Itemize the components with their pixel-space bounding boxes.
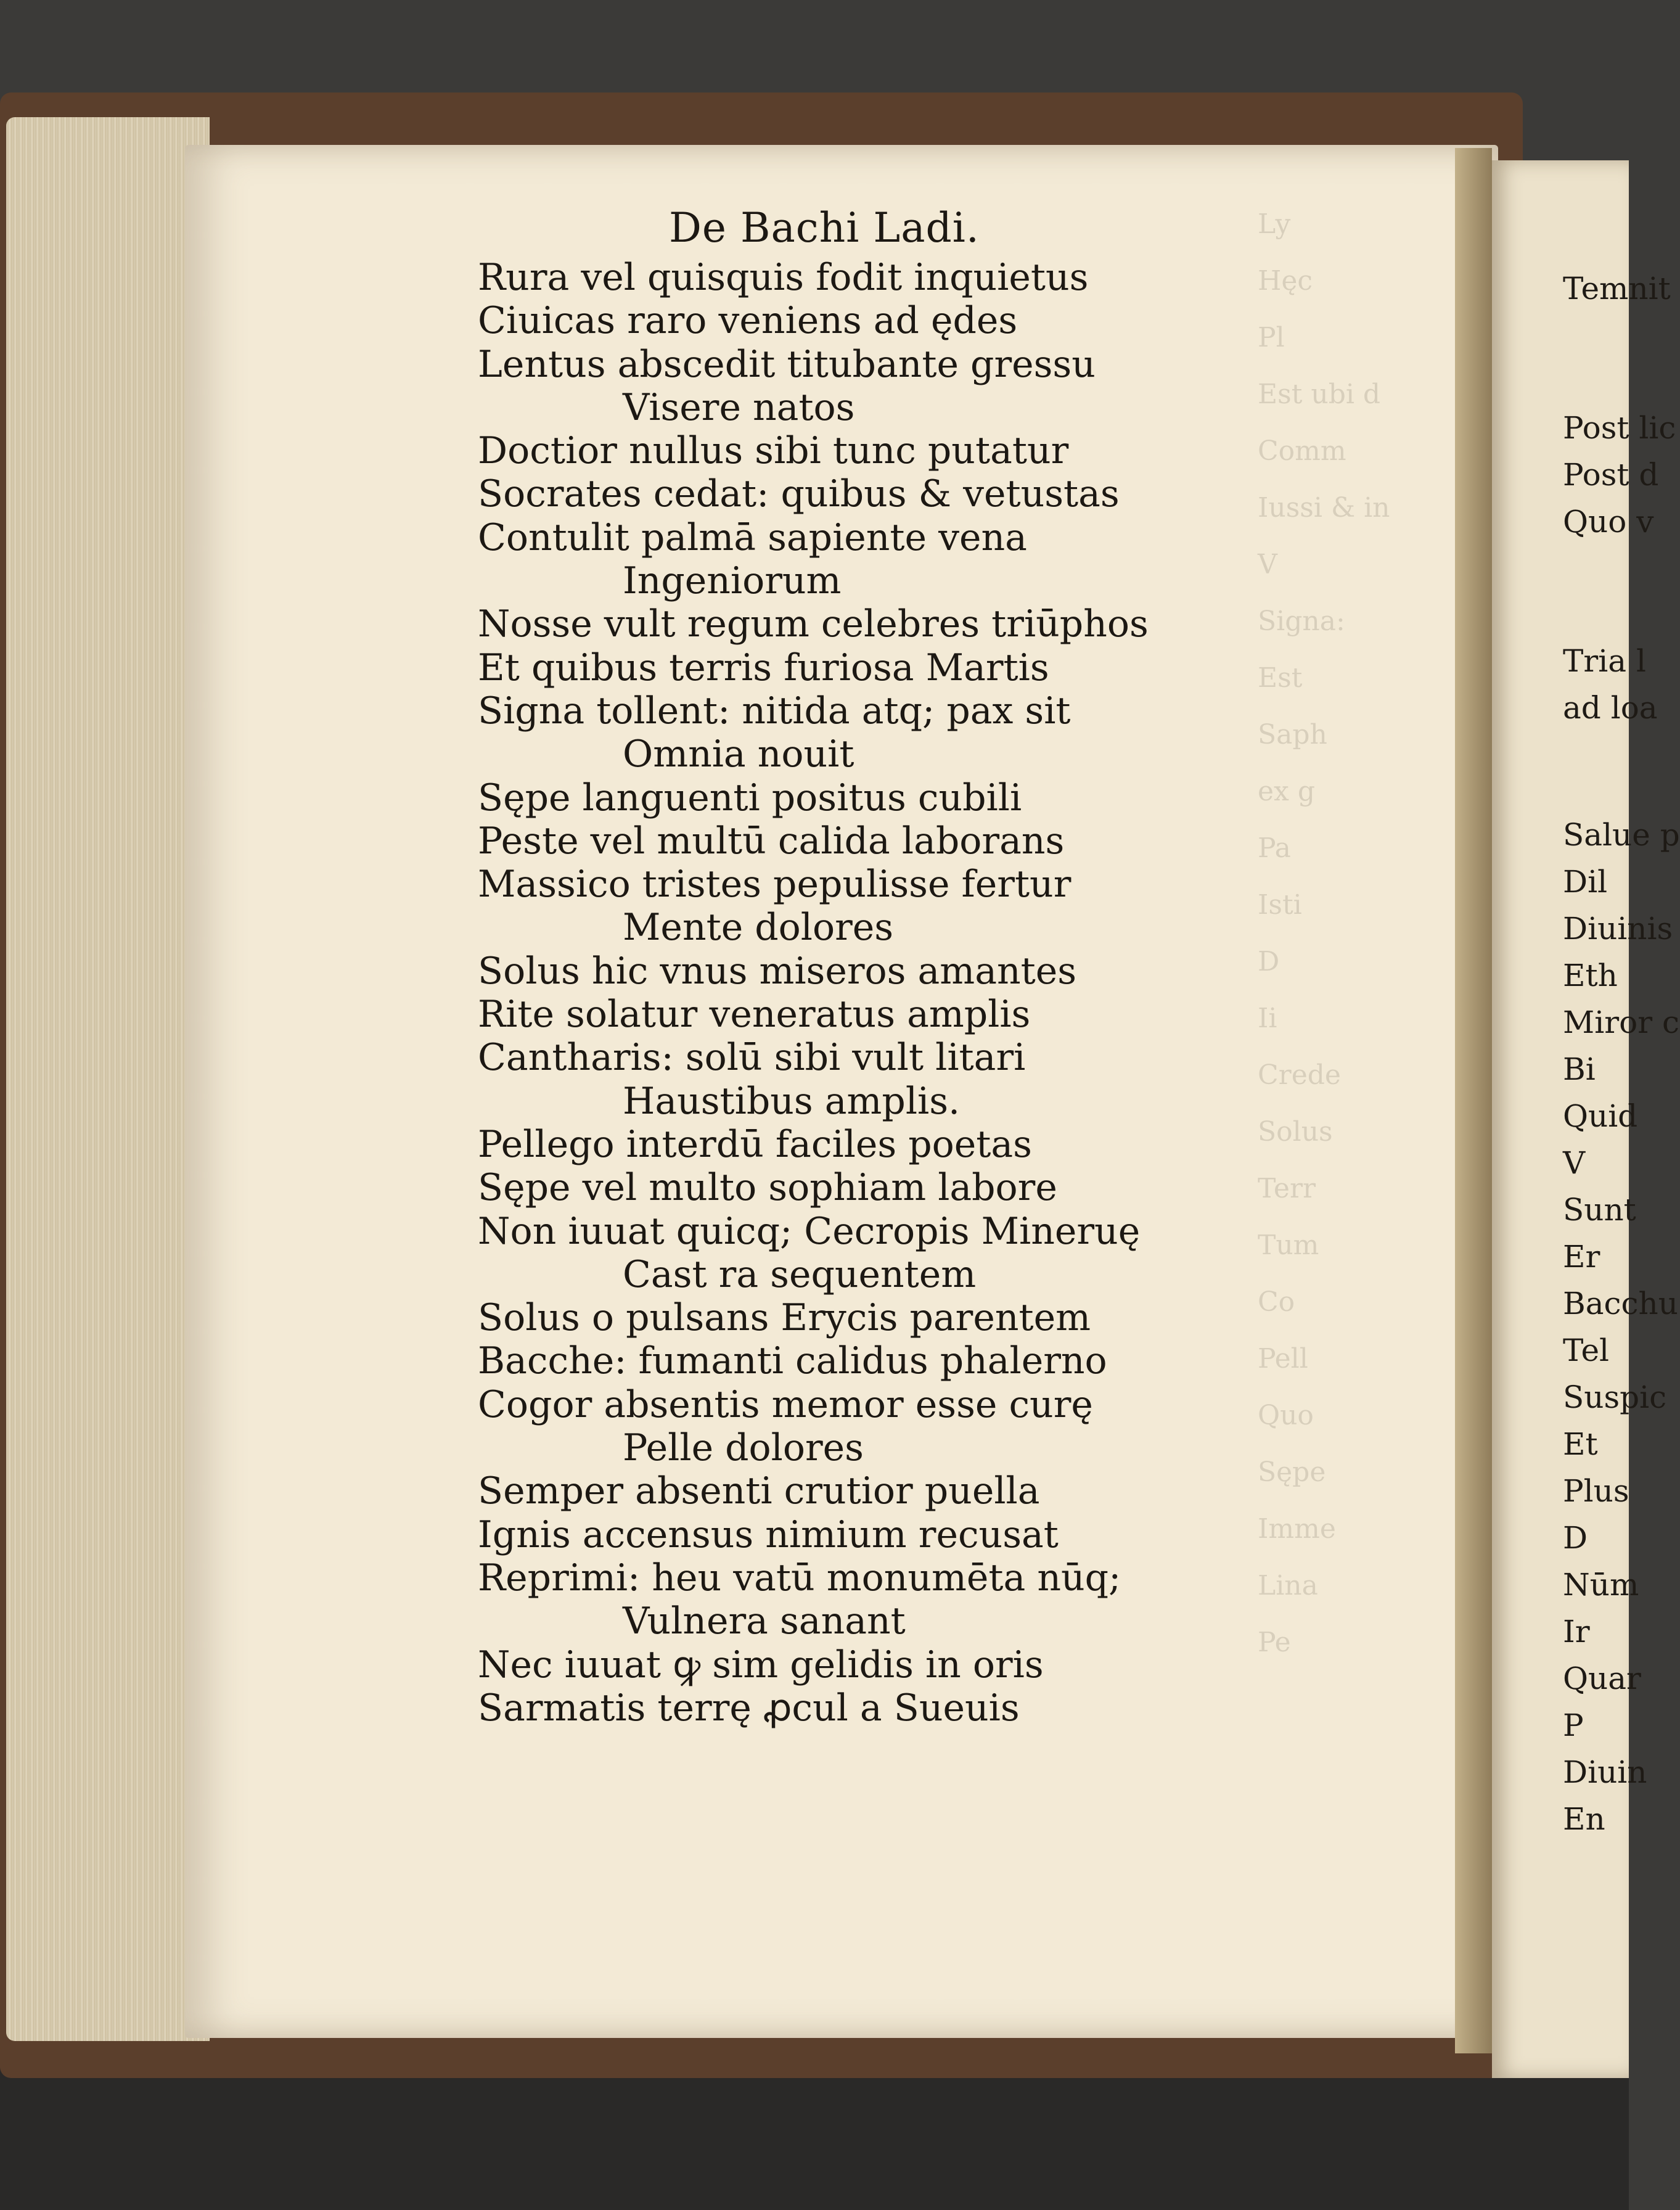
verse-line: Omnia nouit bbox=[623, 733, 854, 776]
facing-page-fragment: En bbox=[1563, 1801, 1605, 1837]
verse-line: Pelle dolores bbox=[623, 1426, 864, 1470]
verse-line: Cast ra sequentem bbox=[623, 1252, 977, 1296]
show-through-line: Solus bbox=[1258, 1116, 1333, 1148]
verse-line: Solus hic vnus miseros amantes bbox=[478, 949, 1077, 993]
facing-page-fragment: Post lic bbox=[1563, 410, 1676, 446]
facing-page-fragment: Temnit bbox=[1563, 271, 1671, 306]
facing-page-fragment: Post d bbox=[1563, 457, 1659, 493]
show-through-line: Terr bbox=[1258, 1173, 1316, 1204]
verse-line: Rite solatur veneratus amplis bbox=[478, 993, 1031, 1037]
verse-line: Mente dolores bbox=[623, 906, 894, 950]
verse-line: Vulnera sanant bbox=[623, 1600, 906, 1643]
show-through-line: Ii bbox=[1258, 1003, 1277, 1034]
verse-line: Et quibus terris furiosa Martis bbox=[478, 646, 1049, 689]
show-through-line: Saph bbox=[1258, 719, 1327, 750]
facing-page-fragment: Quid bbox=[1563, 1098, 1638, 1134]
verse-line: Signa tollent: nitida atq; pax sit bbox=[478, 689, 1071, 733]
facing-page-fragment: Diuin bbox=[1563, 1754, 1647, 1790]
verse-line: Solus o pulsans Erycis parentem bbox=[478, 1296, 1091, 1340]
show-through-line: ex g bbox=[1258, 776, 1316, 807]
show-through-line: Sępe bbox=[1258, 1456, 1326, 1488]
verse-line: Massico tristes pepulisse fertur bbox=[478, 863, 1072, 906]
show-through-line: Pell bbox=[1258, 1343, 1308, 1374]
facing-page-fragment: Miror c bbox=[1563, 1004, 1679, 1040]
verse-line: Visere natos bbox=[623, 385, 855, 429]
facing-page-fragment: P bbox=[1563, 1707, 1584, 1743]
facing-page-fragment: Ir bbox=[1563, 1614, 1590, 1649]
show-through-line: Ly bbox=[1258, 208, 1291, 240]
verse-line: Rura vel quisquis fodit inquietus bbox=[478, 256, 1089, 299]
verse-line: Sępe languenti positus cubili bbox=[478, 776, 1022, 820]
facing-page-fragment: Diuinis bbox=[1563, 911, 1673, 947]
page-title: De Bachi Ladi. bbox=[669, 204, 980, 252]
show-through-line: Est ubi d bbox=[1258, 379, 1381, 410]
show-through-line: Lina bbox=[1258, 1570, 1318, 1601]
facing-page-fragment: Plus bbox=[1563, 1473, 1629, 1509]
page-edges bbox=[6, 117, 210, 2041]
show-through-line: Quo bbox=[1258, 1400, 1314, 1431]
facing-page-fragment: Suspic bbox=[1563, 1379, 1667, 1415]
show-through-line: Comm bbox=[1258, 435, 1346, 467]
facing-page-fragment: Nūm bbox=[1563, 1567, 1639, 1603]
verse-line: Sępe vel multo sophiam labore bbox=[478, 1166, 1057, 1210]
facing-page-fragment: V bbox=[1563, 1145, 1586, 1181]
facing-page-fragment: Eth bbox=[1563, 958, 1618, 993]
facing-page-fragment: Sunt bbox=[1563, 1192, 1636, 1228]
verse-line: Nec iuuat ꝙ sim gelidis in oris bbox=[478, 1643, 1044, 1686]
verse-line: Semper absenti crutior puella bbox=[478, 1469, 1040, 1513]
verse-line: Nosse vult regum celebres triūphos bbox=[478, 602, 1149, 646]
verse-line: Ingeniorum bbox=[623, 559, 842, 603]
verse-line: Doctior nullus sibi tunc putatur bbox=[478, 429, 1069, 473]
verse-line: Lentus abscedit titubante gressu bbox=[478, 342, 1096, 386]
show-through-line: Co bbox=[1258, 1286, 1295, 1318]
verse-lines bbox=[478, 256, 1279, 1730]
show-through-line: Signa: bbox=[1258, 606, 1345, 637]
verse-line: Cogor absentis memor esse curę bbox=[478, 1382, 1093, 1426]
facing-page-fragment: Bi bbox=[1563, 1051, 1596, 1087]
verse-line: Ignis accensus nimium recusat bbox=[478, 1513, 1059, 1556]
verse-line: Socrates cedat: quibus & vetustas bbox=[478, 472, 1120, 516]
verse-line: Reprimi: heu vatū monumēta nūq; bbox=[478, 1556, 1121, 1600]
verse-line: Peste vel multū calida laborans bbox=[478, 819, 1065, 863]
show-through-line: Est bbox=[1258, 662, 1303, 694]
verse-text-block bbox=[478, 200, 1279, 1730]
show-through-line: Isti bbox=[1258, 889, 1302, 921]
show-through-line: Pl bbox=[1258, 322, 1285, 353]
facing-page-fragment: Et bbox=[1563, 1426, 1598, 1462]
facing-page-fragment: Quar bbox=[1563, 1661, 1641, 1696]
show-through-line: Pe bbox=[1258, 1627, 1291, 1658]
facing-page-text bbox=[1563, 265, 1680, 1842]
verse-line: Pellego interdū faciles poetas bbox=[478, 1122, 1032, 1166]
show-through-line: Crede bbox=[1258, 1059, 1341, 1091]
verse-line: Ciuicas raro veniens ad ędes bbox=[478, 299, 1018, 343]
verse-line: Sarmatis terrę ꝓcul a Sueuis bbox=[478, 1686, 1020, 1730]
photo-backdrop bbox=[0, 2068, 1629, 2210]
facing-page-fragment: Tel bbox=[1563, 1333, 1610, 1368]
verse-line: Cantharis: solū sibi vult litari bbox=[478, 1036, 1026, 1080]
show-through-line: V bbox=[1258, 549, 1277, 580]
facing-page-fragment: Dil bbox=[1563, 864, 1608, 900]
show-through-line: Imme bbox=[1258, 1513, 1336, 1545]
facing-page-fragment: Quo v bbox=[1563, 504, 1654, 540]
verse-line: Haustibus amplis. bbox=[623, 1079, 961, 1123]
verse-line: Non iuuat quicq; Cecropis Mineruę bbox=[478, 1209, 1141, 1253]
verse-line: Bacche: fumanti calidus phalerno bbox=[478, 1339, 1107, 1383]
facing-page-fragment: Bacchu bbox=[1563, 1286, 1678, 1321]
facing-page-fragment: D bbox=[1563, 1520, 1588, 1556]
verse-line: Contulit palmā sapiente vena bbox=[478, 516, 1027, 559]
show-through-text bbox=[1258, 203, 1461, 1696]
show-through-line: Tum bbox=[1258, 1230, 1319, 1261]
facing-page-fragment: ad loa bbox=[1563, 690, 1658, 726]
facing-page-fragment: Tria l bbox=[1563, 643, 1646, 679]
show-through-line: Pa bbox=[1258, 832, 1291, 864]
show-through-line: Iussi & in bbox=[1258, 492, 1390, 524]
show-through-line: Hęc bbox=[1258, 265, 1313, 297]
show-through-line: D bbox=[1258, 946, 1280, 977]
facing-page-fragment: Salue p bbox=[1563, 817, 1680, 853]
facing-page-fragment: Er bbox=[1563, 1239, 1600, 1275]
